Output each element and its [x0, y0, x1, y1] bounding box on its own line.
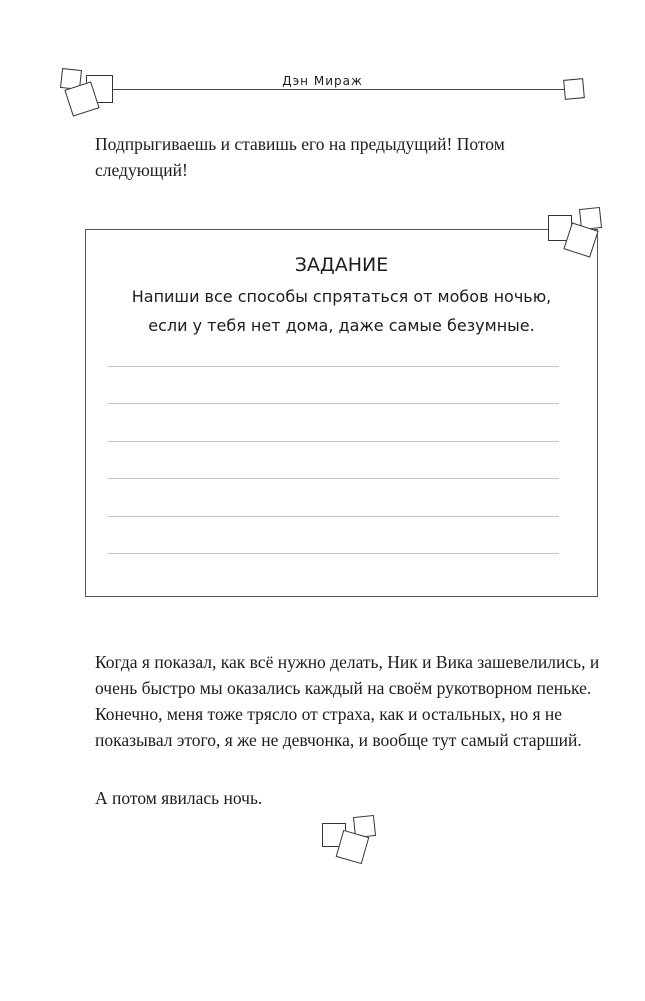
- writing-line: [108, 478, 559, 479]
- task-text-line-2: если у тебя нет дома, даже самые безумные.: [148, 316, 535, 335]
- task-title: ЗАДАНИЕ: [294, 254, 389, 276]
- decorative-square-top-right: [563, 78, 585, 100]
- task-box: [85, 229, 598, 597]
- writing-line: [108, 441, 559, 442]
- writing-line: [108, 366, 559, 367]
- writing-line: [108, 553, 559, 554]
- writing-line: [108, 403, 559, 404]
- running-head-author: Дэн Мираж: [282, 74, 363, 88]
- paragraph-3: А потом явилась ночь.: [95, 788, 263, 808]
- writing-line: [108, 516, 559, 517]
- paragraph-2: Когда я показал, как всё нужно делать, Ник и Вика зашевелились, и очень быстро мы оказались каждый на своём рукотворном пеньке. Конечно, меня тоже трясло от страха, как и остальных, но я не показывал этого, я же не девчонка, и вообще тут самый старший.: [95, 652, 600, 750]
- paragraph-1: Подпрыгиваешь и ставишь его на предыдущий! Потом следующий!: [95, 134, 505, 180]
- header-rule: [112, 89, 572, 90]
- task-text-line-1: Напиши все способы спрятаться от мобов ночью,: [131, 287, 552, 306]
